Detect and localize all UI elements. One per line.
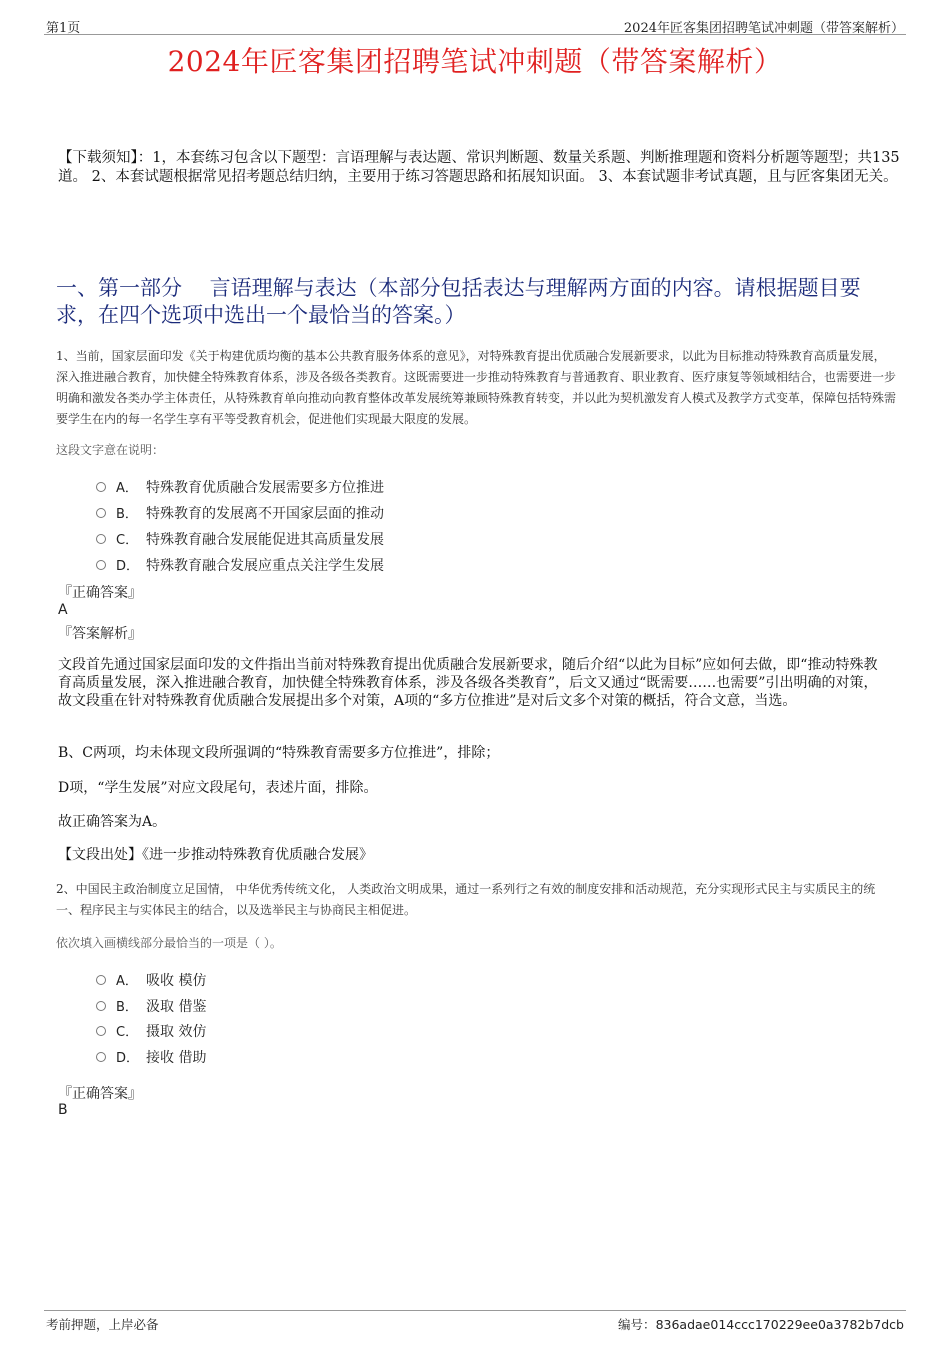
question-1-answer-label: 『正确答案』 xyxy=(58,585,142,601)
footer-rule xyxy=(44,1310,906,1311)
question-2-option-a[interactable]: A． 吸收 模仿 xyxy=(96,970,206,990)
page-title: 2024年匠客集团招聘笔试冲刺题（带答案解析） xyxy=(167,45,783,78)
radio-icon[interactable] xyxy=(96,1052,106,1062)
question-1-option-c[interactable]: C． 特殊教育融合发展能促进其高质量发展 xyxy=(96,529,384,549)
footer-slogan: 考前押题，上岸必备 xyxy=(46,1317,159,1332)
question-1-prompt: 这段文字意在说明： xyxy=(56,443,165,457)
question-1-option-b[interactable]: B． 特殊教育的发展离不开国家层面的推动 xyxy=(96,503,384,523)
question-2-answer: B xyxy=(58,1102,68,1118)
question-2-text: 2、中国民主政治制度立足国情， 中华优秀传统文化， 人类政治文明成果，通过一系列行之有效的制度安排和活动规范，充分实现形式民主与实质民主的统一、程序民主与实体民主的结合，以及选举民主与协商民主相促进。 xyxy=(56,882,876,917)
radio-icon[interactable] xyxy=(96,534,106,544)
question-1-analysis-p1: 文段首先通过国家层面印发的文件指出当前对特殊教育提出优质融合发展新要求，随后介绍“以此为目标”应如何去做，即“推动特殊教育高质量发展，深入推进融合教育，加快健全特殊教育体系，涉及各级各类教育”，后文又通过“既需要……也需要”引出明确的对策，故文段重在针对特殊教育优质融合发展提出多个对策，A项的“多方位推进”是对后文多个对策的概括，符合文意，当选。 xyxy=(58,657,878,709)
footer-serial-label: 编号： xyxy=(618,1317,656,1332)
radio-icon[interactable] xyxy=(96,508,106,518)
question-1-analysis-p4: 故正确答案为A。 xyxy=(58,814,167,830)
question-2-option-b[interactable]: B． 汲取 借鉴 xyxy=(96,996,206,1016)
radio-icon[interactable] xyxy=(96,560,106,570)
question-2-answer-label: 『正确答案』 xyxy=(58,1086,142,1102)
question-1-analysis-p2: B、C两项，均未体现文段所强调的“特殊教育需要多方位推进”，排除； xyxy=(58,745,500,761)
footer-serial-code: 836adae014ccc170229ee0a3782b7dcb xyxy=(655,1317,904,1332)
question-1-analysis-p3: D项，“学生发展”对应文段尾句，表述片面，排除。 xyxy=(58,780,378,796)
header-rule xyxy=(44,34,906,35)
page-number: 第1页 xyxy=(46,21,81,36)
question-2-option-d[interactable]: D． 接收 借助 xyxy=(96,1047,206,1067)
question-1-option-a[interactable]: A． 特殊教育优质融合发展需要多方位推进 xyxy=(96,477,384,497)
question-1-text: 1、当前，国家层面印发《关于构建优质均衡的基本公共教育服务体系的意见》，对特殊教育提出优质融合发展新要求，以此为目标推动特殊教育高质量发展，深入推进融合教育，加快健全特殊教育体系，涉及各级各类教育。这既需要进一步推动特殊教育与普通教育、职业教育、医疗康复等领域相结合，也需要进一步明确和激发各类办学主体责任，从特殊教育单向推动向教育整体改革发展统筹兼顾特殊教育转变，并以此为契机激发育人模式及教学方式变革，保障包括特殊需要学生在内的每一名学生享有平等受教育机会，促进他们实现最大限度的发展。 xyxy=(56,349,897,426)
radio-icon[interactable] xyxy=(96,1001,106,1011)
question-1-analysis-label: 『答案解析』 xyxy=(58,626,142,642)
question-1-answer: A xyxy=(58,602,68,618)
download-notice: 【下载须知】：1，本套练习包含以下题型：言语理解与表达题、常识判断题、数量关系题、判断推理题和资料分析题等题型；共135道。 2、本套试题根据常见招考题总结归纳，主要用于练习答题思路和拓展知识面。 3、本套试题非考试真题，且与匠客集团无关。 xyxy=(58,150,900,185)
radio-icon[interactable] xyxy=(96,482,106,492)
question-2-prompt: 依次填入画横线部分最恰当的一项是（ ）。 xyxy=(56,936,282,950)
radio-icon[interactable] xyxy=(96,975,106,985)
footer-serial xyxy=(618,1315,904,1333)
section-heading: 一、第一部分 言语理解与表达（本部分包括表达与理解两方面的内容。请根据题目要求，在四个选项中选出一个最恰当的答案。） xyxy=(56,276,861,327)
header-doc-title: 2024年匠客集团招聘笔试冲刺题（带答案解析） xyxy=(623,21,904,36)
radio-icon[interactable] xyxy=(96,1026,106,1036)
question-2-option-c[interactable]: C． 摄取 效仿 xyxy=(96,1021,206,1041)
question-1-option-d[interactable]: D． 特殊教育融合发展应重点关注学生发展 xyxy=(96,555,384,575)
question-1-source: 【文段出处】《进一步推动特殊教育优质融合发展》 xyxy=(58,847,373,863)
